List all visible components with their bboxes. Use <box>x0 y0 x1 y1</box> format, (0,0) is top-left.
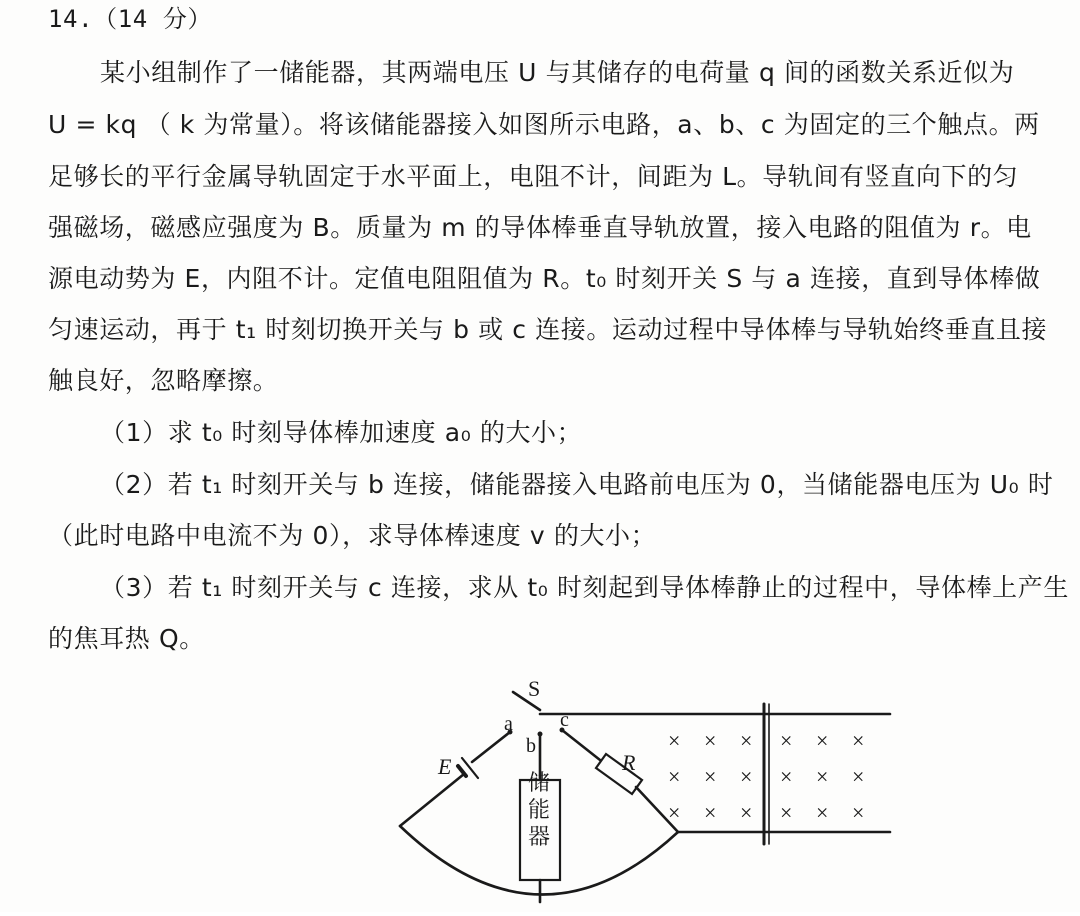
field-cross: × <box>780 728 793 753</box>
field-cross: × <box>816 764 829 789</box>
question-3-line-1: （3）若 t₁ 时刻开关与 c 连接，求从 t₀ 时刻起到导体棒静止的过程中，导体棒上产生 <box>100 573 1069 602</box>
problem-line-3: 足够长的平行金属导轨固定于水平面上，电阻不计，间距为 L。导轨间有竖直向下的匀 <box>48 162 1019 191</box>
switch-label: S <box>528 676 541 701</box>
problem-header: 14.（14 分） <box>48 5 213 33</box>
field-cross: × <box>704 800 717 825</box>
storage-device-label: 储 能 器 <box>527 771 550 850</box>
field-cross: × <box>668 800 681 825</box>
field-cross: × <box>704 764 717 789</box>
problem-line-6: 匀速运动，再于 t₁ 时刻切换开关与 b 或 c 连接。运动过程中导体棒与导轨始终垂直且接 <box>48 315 1048 344</box>
field-cross: × <box>740 728 753 753</box>
field-cross: × <box>816 728 829 753</box>
field-cross: × <box>668 728 681 753</box>
problem-line-1: 某小组制作了一储能器，其两端电压 U 与其储存的电荷量 q 间的函数关系近似为 <box>100 58 1015 87</box>
problem-line-4: 强磁场，磁感应强度为 B。质量为 m 的导体棒垂直导轨放置，接入电路的阻值为 r。电 <box>48 213 1032 242</box>
wire-a-upper <box>472 732 510 762</box>
contact-b-dot <box>538 732 543 737</box>
wire-a-lower <box>400 774 464 826</box>
contact-b-label: b <box>526 735 536 757</box>
field-cross: × <box>852 800 865 825</box>
field-cross: × <box>780 800 793 825</box>
magnetic-field <box>668 728 864 825</box>
problem-line-7: 触良好，忽略摩擦。 <box>48 366 279 395</box>
resistor-label: R <box>622 750 636 775</box>
circuit-svg <box>380 660 900 912</box>
wire-c-upper <box>562 730 600 760</box>
problem-line-2: U = kq （ k 为常量）。将该储能器接入如图所示电路，a、b、c 为固定的三个触点。两 <box>48 110 1040 139</box>
contact-c-label: c <box>560 709 569 731</box>
field-cross: × <box>668 764 681 789</box>
question-3-line-2: 的焦耳热 Q。 <box>48 624 205 653</box>
emf-label: E <box>438 754 452 779</box>
field-cross: × <box>740 764 753 789</box>
field-cross: × <box>816 800 829 825</box>
field-cross: × <box>780 764 793 789</box>
question-2-line-1: （2）若 t₁ 时刻开关与 b 连接，储能器接入电路前电压为 0，当储能器电压为 U₀ 时 <box>100 470 1054 499</box>
problem-line-5: 源电动势为 E，内阻不计。定值电阻阻值为 R。t₀ 时刻开关 S 与 a 连接，直到导体棒做 <box>48 264 1041 293</box>
field-cross: × <box>852 764 865 789</box>
circuit-diagram <box>380 660 900 912</box>
contact-a-label: a <box>504 713 513 735</box>
field-cross: × <box>852 728 865 753</box>
question-1: （1）求 t₀ 时刻导体棒加速度 a₀ 的大小； <box>100 418 583 447</box>
field-cross: × <box>704 728 717 753</box>
question-2-line-2: （此时电路中电流不为 0），求导体棒速度 v 的大小； <box>48 521 657 550</box>
field-cross: × <box>740 800 753 825</box>
